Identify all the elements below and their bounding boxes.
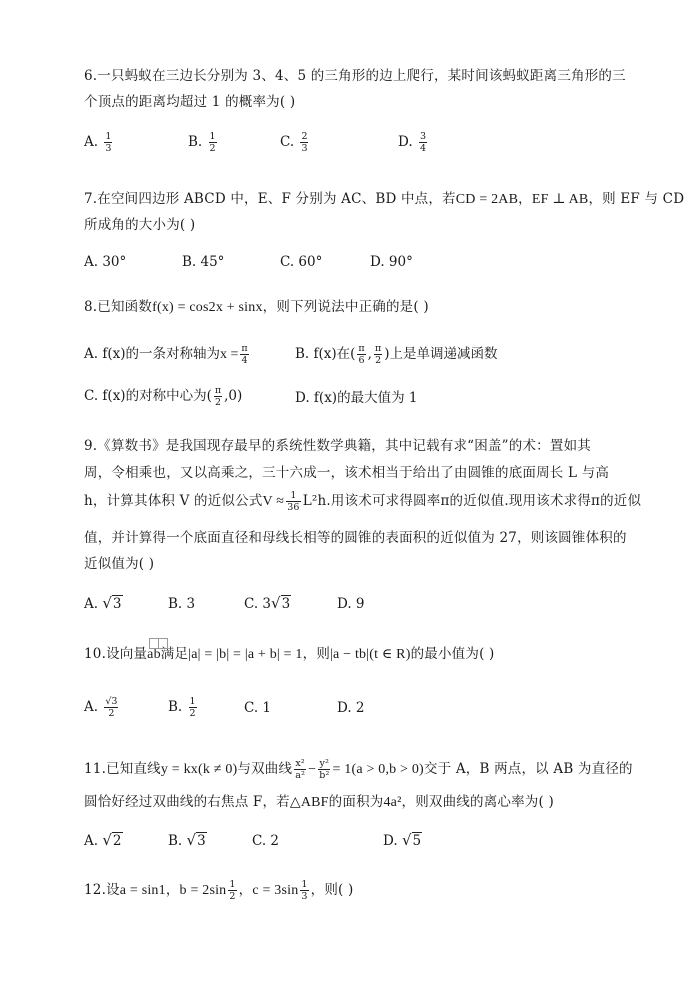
sqrt-symbol: √3 — [271, 594, 291, 612]
q7-option-c[interactable]: C. 60° — [280, 254, 323, 270]
q7-line2: 所成角的大小为( ) — [84, 217, 196, 233]
q8-option-b[interactable]: B. f(x)在( $\frac{\pi}{6}$ , $\frac{\pi}{2}$ )上是单调递减函数 — [295, 343, 498, 366]
q7-option-b[interactable]: B. 45° — [182, 254, 225, 270]
sqrt-symbol: √2 — [102, 831, 122, 849]
q7-option-d[interactable]: D. 90° — [370, 254, 413, 270]
q11-option-c[interactable]: C. 2 — [252, 833, 280, 849]
sqrt-symbol: √3 — [102, 594, 122, 612]
q9-line4: 值，并计算得一个底面直径和母线长相等的圆锥的表面积的近似值为 27，则该圆锥体积的 — [84, 530, 627, 546]
q9-line5: 近似值为( ) — [84, 556, 155, 572]
q6-line1: 6.一只蚂蚁在三边长分别为 3、4、5 的三角形的边上爬行，某时间该蚂蚁距离三角形的三 — [84, 68, 626, 84]
q9-option-c[interactable]: C. 3√3 — [244, 594, 291, 612]
q10-stem: 10.设向量 ab满足|a| = |b| = |a + b| = 1，则|a − tb|(t ∈ R)的最小值为( ) — [84, 642, 495, 663]
q9-line2: 周，令相乘也，又以高乘之，三十六成一，该术相当于给出了由圆锥的底面周长 L 与高 — [84, 465, 610, 481]
q7-option-a[interactable]: A. 30° — [84, 254, 127, 270]
q8-option-c[interactable]: C. f(x)的对称中心为( $\frac{\pi}{2}$ ,0) — [84, 385, 243, 408]
q11-option-a[interactable]: A. √2 — [84, 831, 122, 849]
q8-option-d[interactable]: D. f(x)的最大值为 1 — [295, 390, 418, 406]
q6-option-b[interactable]: B. $\frac{1}{2}$ — [188, 131, 216, 154]
q9-option-a[interactable]: A. √3 — [84, 594, 122, 612]
q10-option-b[interactable]: B. $\frac{1}{2}$ — [168, 696, 196, 719]
q10-option-d[interactable]: D. 2 — [337, 700, 365, 716]
q9-option-b[interactable]: B. 3 — [168, 596, 196, 612]
q8-option-a[interactable]: A. f(x)的一条对称轴为x = $\frac{\pi}{4}$ — [84, 343, 248, 366]
q10-option-c[interactable]: C. 1 — [244, 700, 272, 716]
q9-line3: h，计算其体积 V 的近似公式V ≈ $\frac{1}{36}$ L²h.用该术可求得圆率π的近似值.现用该术求得π的近似 — [84, 490, 642, 513]
q12-stem: 12.设a = sin1，b = 2sin $\frac{1}{2}$ ，c = 3sin $\frac{1}{3}$ ，则( ) — [84, 879, 354, 902]
q10-option-a[interactable]: A. $\frac{√3}{2}$ — [84, 696, 118, 719]
q6-line2: 个顶点的距离均超过 1 的概率为( ) — [84, 94, 296, 110]
q6-option-d[interactable]: D. $\frac{3}{4}$ — [398, 131, 426, 154]
q9-line1: 9.《算数书》是我国现存最早的系统性数学典籍，其中记载有求“困盖”的术：置如其 — [84, 438, 591, 454]
q11-line2: 圆恰好经过双曲线的右焦点 F，若△ABF的面积为4a²，则双曲线的离心率为( ) — [84, 794, 554, 810]
q6-option-b-fraction: $\frac{1}{2}$ — [209, 131, 216, 154]
q6-option-a-fraction: $\frac{1}{3}$ — [105, 131, 112, 154]
q6-option-c[interactable]: C. $\frac{2}{3}$ — [280, 131, 308, 154]
q7-line1: 7.在空间四边形 ABCD 中，E、F 分别为 AC、BD 中点，若CD = 2AB，EF ⊥ AB，则 EF 与 CD — [84, 191, 685, 207]
sqrt-symbol: √3 — [186, 831, 206, 849]
q6-option-d-fraction: $\frac{3}{4}$ — [419, 131, 426, 154]
sqrt-symbol: √5 — [401, 831, 422, 849]
q6-option-c-fraction: $\frac{2}{3}$ — [301, 131, 308, 154]
q8-stem: 8.已知函数f(x) = cos2x + sinx，则下列说法中正确的是( ) — [84, 299, 429, 315]
q9-option-d[interactable]: D. 9 — [337, 596, 365, 612]
q11-line1: 11.已知直线y = kx(k ≠ 0)与双曲线 $\frac{\text{x²}}{\text{a²}}$ − $\frac{\text{y²}}{\text{b²}}$ = 1(a > 0,b > 0)交于 A，B 两点，以 AB 为直径的 — [84, 758, 633, 781]
q6-option-a[interactable]: A. $\frac{1}{3}$ — [84, 131, 112, 154]
q11-option-d[interactable]: D. √5 — [383, 831, 422, 849]
q11-option-b[interactable]: B. √3 — [168, 831, 206, 849]
